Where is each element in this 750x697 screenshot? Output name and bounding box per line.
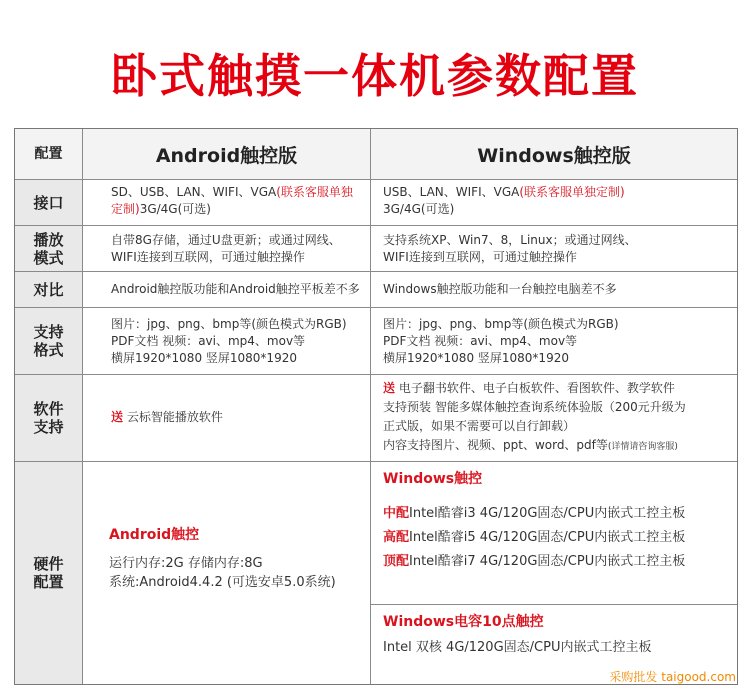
windows-hardware-title: Windows触控 — [383, 471, 483, 487]
windows-interface-text: USB、LAN、WIFI、VGA — [383, 185, 520, 199]
windows-capacitive-spec: Intel 双核 4G/120G固态/CPU内嵌式工控主板 — [383, 640, 652, 655]
watermark: 采购批发 taigood.com — [609, 670, 736, 684]
hardware-tier — [383, 526, 733, 550]
android-interface-note: (联系客服单独定制) — [111, 185, 353, 216]
windows-interface-tail: 3G/4G(可选) — [383, 202, 455, 216]
tier-spec: Intel酷睿i5 4G/120G固态/CPU内嵌式工控主板 — [409, 530, 686, 545]
windows-hardware — [383, 471, 733, 574]
label-software-text: 软件支持 — [33, 400, 64, 436]
android-hardware-title: Android触控 — [109, 527, 200, 543]
label-software — [15, 375, 82, 461]
tier-label: 高配 — [383, 530, 410, 545]
android-hardware — [109, 527, 364, 592]
android-hardware-line2: 系统:Android4.4.2 (可选安卓5.0系统) — [109, 575, 336, 590]
tier-label: 顶配 — [383, 554, 410, 569]
label-hardware-text: 硬件配置 — [33, 555, 64, 591]
label-format-text: 支持格式 — [33, 323, 64, 359]
android-software — [111, 409, 366, 426]
windows-software-gift: 送 — [383, 381, 396, 395]
tier-spec: Intel酷睿i7 4G/120G固态/CPU内嵌式工控主板 — [409, 554, 686, 569]
label-play — [15, 226, 82, 271]
android-format-line3: 横屏1920*1080 竖屏1080*1920 — [111, 351, 297, 365]
windows-interface-note: (联系客服单独定制) — [519, 185, 625, 199]
windows-format-line3: 横屏1920*1080 竖屏1080*1920 — [383, 351, 569, 365]
hardware-tier — [383, 502, 733, 526]
android-format — [111, 316, 366, 367]
android-software-text: 云标智能播放软件 — [126, 410, 223, 424]
windows-software-note: (详情请咨询客服) — [607, 442, 678, 452]
header-android: Android触控版 — [155, 144, 298, 167]
row-divider — [15, 374, 737, 375]
row-divider — [15, 179, 737, 180]
label-play-text: 播放模式 — [33, 230, 64, 267]
windows-software-line4: 内容支持图片、视频、ppt、word、pdf等 — [383, 438, 608, 452]
row-divider — [15, 225, 737, 226]
windows-software — [383, 379, 735, 457]
windows-format-line1: 图片：jpg、png、bmp等(颜色模式为RGB) — [383, 317, 619, 331]
header-windows: Windows触控版 — [477, 144, 631, 167]
tier-spec: Intel酷睿i3 4G/120G固态/CPU内嵌式工控主板 — [409, 506, 686, 521]
page-title: 卧式触摸一体机参数配置 — [111, 49, 639, 103]
windows-capacitive-title: Windows电容10点触控 — [383, 614, 544, 630]
row-divider — [15, 307, 737, 308]
label-compare: 对比 — [33, 280, 64, 299]
windows-format — [383, 316, 733, 367]
windows-play-line1: 支持系统XP、Win7、8，Linux；或通过网线、 — [383, 233, 637, 247]
android-play-line1: 自带8G存储，通过U盘更新；或通过网线、 — [111, 233, 341, 247]
windows-interface — [383, 184, 693, 218]
android-compare: Android触控版功能和Android触控平板差不多 — [111, 282, 360, 296]
windows-compare: Windows触控版功能和一台触控电脑差不多 — [383, 282, 617, 296]
android-play — [111, 232, 366, 266]
tier-label: 中配 — [383, 506, 410, 521]
android-software-gift: 送 — [111, 410, 124, 424]
label-interface: 接口 — [33, 193, 64, 212]
windows-format-line2: PDF文档 视频：avi、mp4、mov等 — [383, 334, 578, 348]
col-divider — [370, 129, 371, 684]
label-format — [15, 308, 82, 374]
label-hardware — [15, 462, 82, 684]
header-config: 配置 — [34, 146, 63, 162]
android-hardware-line1: 运行内存:2G 存储内存:8G — [109, 556, 263, 571]
spec-table — [14, 128, 738, 685]
android-play-line2: WIFI连接到互联网，可通过触控操作 — [111, 250, 305, 264]
windows-capacitive — [383, 614, 733, 656]
windows-software-line3: 正式版，如果不需要可以自行卸载） — [383, 419, 576, 433]
hardware-tier — [383, 550, 733, 574]
windows-software-line2: 支持预装 智能多媒体触控查询系统体验版（200元升级为 — [383, 400, 686, 414]
row-divider — [15, 461, 737, 462]
android-format-line1: 图片：jpg、png、bmp等(颜色模式为RGB) — [111, 317, 347, 331]
android-format-line2: PDF文档 视频：avi、mp4、mov等 — [111, 334, 306, 348]
android-interface-tail: 3G/4G(可选) — [139, 202, 211, 216]
android-interface — [111, 184, 363, 218]
windows-software-line1: 电子翻书软件、电子白板软件、看图软件、教学软件 — [398, 381, 675, 395]
row-divider — [370, 604, 737, 605]
row-divider — [15, 271, 737, 272]
col-divider — [82, 129, 83, 684]
windows-play-line2: WIFI连接到互联网，可通过触控操作 — [383, 250, 577, 264]
windows-play — [383, 232, 733, 266]
android-interface-text: SD、USB、LAN、WIFI、VGA — [111, 185, 277, 199]
